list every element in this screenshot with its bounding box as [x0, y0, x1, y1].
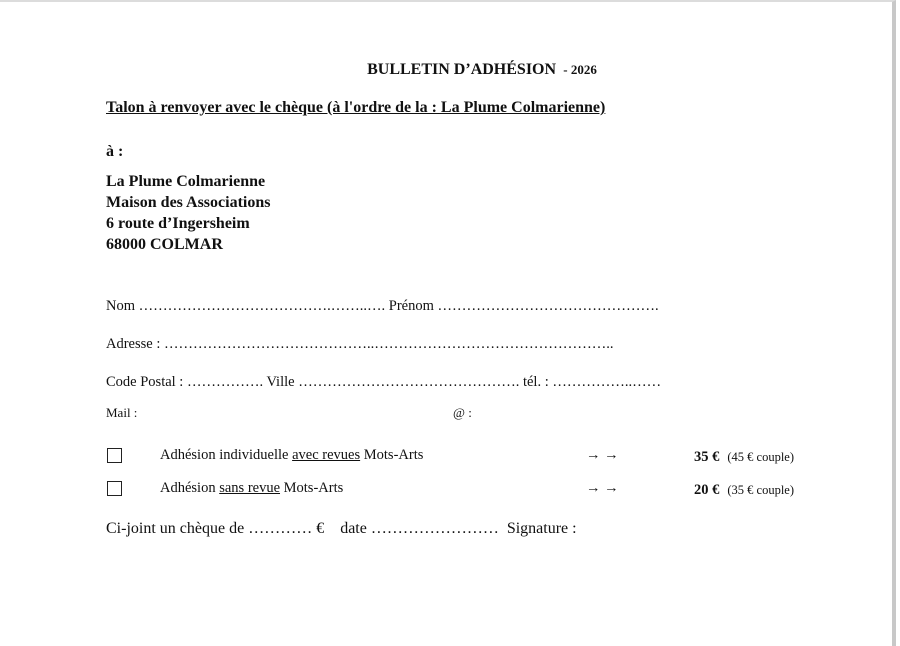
address-line-2: Maison des Associations	[106, 194, 271, 211]
address-line-3: 6 route d’Ingersheim	[106, 215, 250, 232]
option-1-price-value: 35 €	[694, 449, 720, 465]
option-2-text-underlined: sans revue	[219, 480, 281, 496]
to-label: à :	[106, 143, 124, 160]
option-1-price	[694, 449, 794, 465]
adresse-field[interactable]: Adresse : ……………………………………..…………………………………………..	[106, 336, 614, 352]
option-avec-revues-checkbox[interactable]	[107, 448, 122, 463]
option-2-arrows: → →	[586, 480, 619, 496]
cheque-date-signature-line[interactable]: Ci-joint un chèque de ………… € date …………………… Signature :	[106, 520, 577, 537]
option-sans-revue-label	[160, 481, 343, 496]
title-year: - 2026	[560, 62, 597, 77]
option-2-price	[694, 482, 794, 498]
mail-label[interactable]: Mail :	[106, 405, 138, 420]
option-1-text-pre: Adhésion individuelle	[160, 447, 293, 463]
option-2-text-post: Mots-Arts	[280, 480, 344, 496]
address-line-1: La Plume Colmarienne	[106, 173, 266, 190]
option-2-price-value: 20 €	[694, 482, 720, 498]
form-title	[0, 62, 900, 78]
option-1-couple-price: (45 € couple)	[727, 450, 795, 464]
option-1-text-underlined: avec revues	[292, 447, 361, 463]
address-line-4: 68000 COLMAR	[106, 236, 223, 253]
option-2-couple-price: (35 € couple)	[727, 483, 795, 497]
option-1-arrows: → →	[586, 447, 619, 463]
option-avec-revues-label	[160, 448, 423, 463]
title-main: BULLETIN D’ADHÉSION	[367, 61, 561, 78]
nom-prenom-field[interactable]: Nom ………………………………….……..…. Prénom ……………………………………….	[106, 298, 659, 314]
option-sans-revue-checkbox[interactable]	[107, 481, 122, 496]
code-postal-ville-tel-field[interactable]: Code Postal : ……………. Ville ………………………………………. tél. : ……………..……	[106, 374, 662, 390]
option-1-text-post: Mots-Arts	[360, 447, 424, 463]
option-2-text-pre: Adhésion	[160, 480, 220, 496]
mail-at-label[interactable]: @ :	[453, 405, 472, 420]
talon-instruction: Talon à renvoyer avec le chèque (à l'ordre de la : La Plume Colmarienne)	[106, 99, 606, 116]
